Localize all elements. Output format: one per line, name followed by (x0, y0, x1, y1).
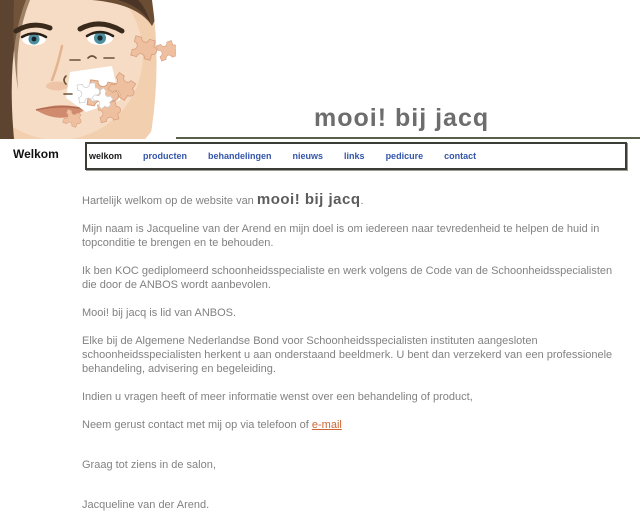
nav-item-welkom[interactable]: welkom (89, 151, 123, 161)
contact-text: Neem gerust contact met mij op via telefoon of (82, 419, 312, 431)
nav-item-nieuws[interactable]: nieuws (292, 151, 324, 161)
welcome-paragraph (82, 193, 620, 208)
anbos-member-paragraph: Mooi! bij jacq is lid van ANBOS. (82, 307, 237, 319)
main-content (0, 176, 640, 526)
qualification-paragraph: Ik ben KOC gediplomeerd schoonheidsspecialiste en werk volgens de Code van de Schoonheidsspecialisten die door de ANBOS wordt aanbevolen. (82, 265, 613, 291)
anbos-info-paragraph: Elke bij de Algemene Nederlandse Bond voor Schoonheidsspecialisten instituten aangesloten schoonheidsspecialisten herkent u aan onderstaand beeldmerk. U bent dan verzekerd van een professionele behandeling, advisering en begeleiding. (82, 335, 613, 375)
nav-item-contact[interactable]: contact (444, 151, 477, 161)
nav-item-links[interactable]: links (344, 151, 365, 161)
questions-paragraph: Indien u vragen heeft of meer informatie wenst over een behandeling of product, (82, 391, 473, 403)
signature-paragraph: Jacqueline van der Arend. (82, 499, 210, 511)
section-label-welkom: Welkom (13, 147, 59, 161)
welcome-text-suffix: . (360, 195, 364, 207)
closing-paragraph: Graag tot ziens in de salon, (82, 459, 216, 471)
nav-item-producten[interactable]: producten (143, 151, 188, 161)
welcome-text: Hartelijk welkom op de website van (82, 195, 257, 207)
header-photo-woman-puzzle (0, 0, 176, 139)
email-link[interactable]: e-mail (311, 419, 342, 431)
brand-name-inline: mooi! bij jacq (256, 191, 361, 208)
site-title: mooi! bij jacq (314, 104, 490, 132)
page-header (0, 0, 640, 139)
intro-paragraph: Mijn naam is Jacqueline van der Arend en mijn doel is om iedereen naar tevredenheid te helpen de huid in topconditie te brengen en te behouden. (82, 223, 600, 249)
main-navigation (85, 142, 627, 170)
woman-puzzle-illustration (0, 0, 176, 139)
contact-paragraph (82, 418, 620, 432)
nav-item-behandelingen[interactable]: behandelingen (208, 151, 272, 161)
navigation-row (0, 139, 640, 174)
nav-item-pedicure[interactable]: pedicure (385, 151, 424, 161)
